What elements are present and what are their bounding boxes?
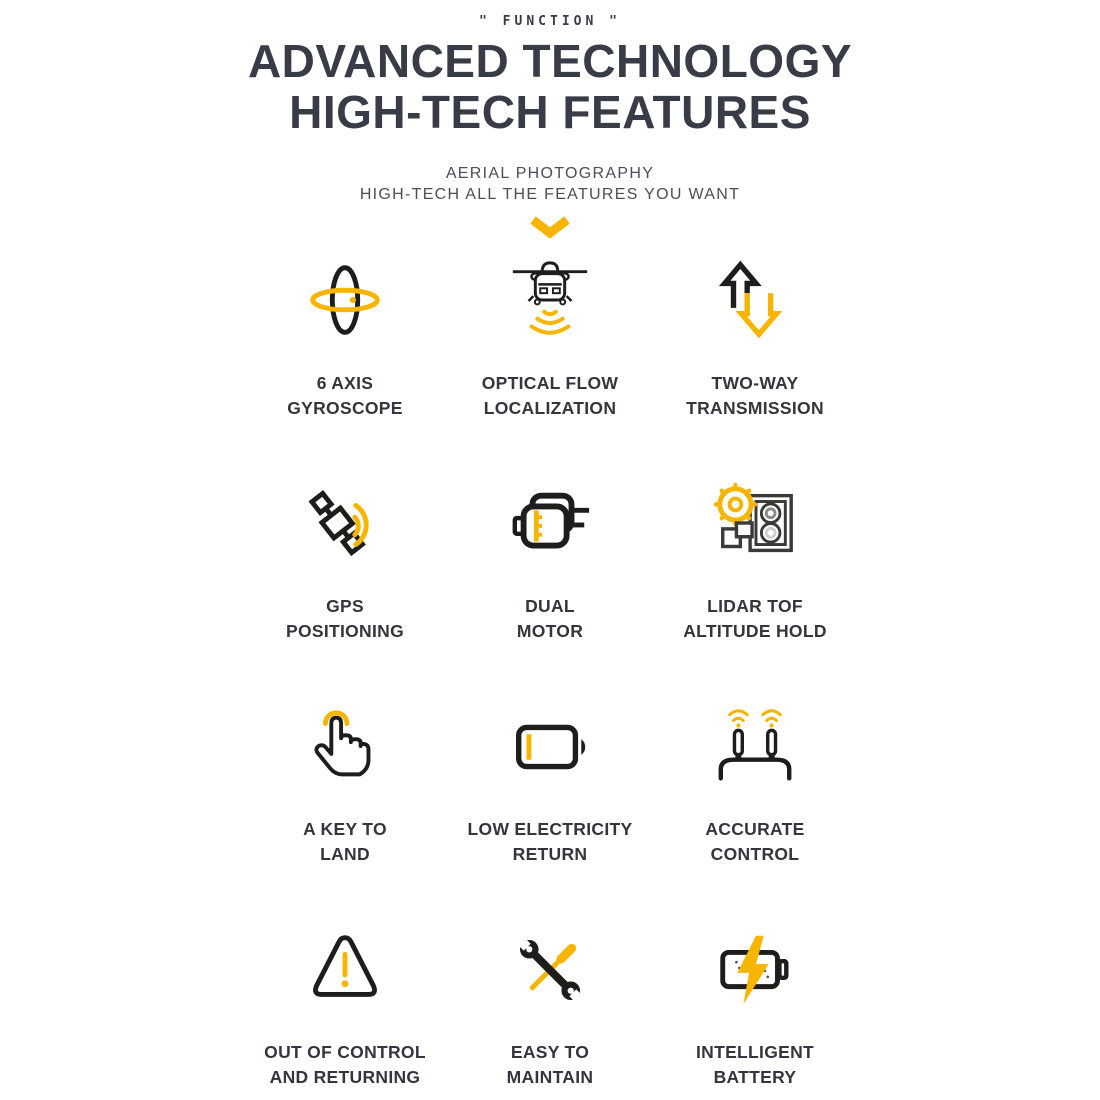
feature-label: A KEY TO LAND: [303, 819, 387, 864]
feature-cell-easy-maintain: [448, 924, 653, 1090]
page-header: [0, 0, 1100, 239]
feature-label: EASY TO MAINTAIN: [506, 1042, 594, 1087]
two-way-transmission-icon: [711, 255, 799, 347]
feature-cell-out-of-control: [243, 924, 448, 1090]
title-line-1: ADVANCED TECHNOLOGY: [247, 35, 853, 87]
lidar-tof-icon: [711, 478, 799, 570]
feature-label: LIDAR TOF ALTITUDE HOLD: [683, 596, 827, 641]
feature-cell-key-land: [243, 701, 448, 867]
feature-cell-gps: [243, 478, 448, 644]
intelligent-battery-icon: [711, 924, 799, 1016]
feature-cell-gyroscope: [243, 255, 448, 421]
feature-label: LOW ELECTRICITY RETURN: [467, 819, 633, 864]
page-title: [0, 36, 1100, 138]
page-subtitle: [0, 163, 1100, 205]
dual-motor-icon: [506, 478, 594, 570]
feature-cell-dual-motor: [448, 478, 653, 644]
feature-cell-two-way: [653, 255, 858, 421]
chevron-down-icon: [0, 216, 1100, 239]
accurate-control-icon: [711, 701, 799, 793]
feature-label: ACCURATE CONTROL: [705, 819, 805, 864]
feature-label: OUT OF CONTROL AND RETURNING: [264, 1042, 426, 1087]
feature-label: OPTICAL FLOW LOCALIZATION: [481, 373, 619, 418]
feature-label: TWO-WAY TRANSMISSION: [686, 373, 824, 418]
gps-positioning-icon: [301, 478, 389, 570]
title-line-2: HIGH-TECH FEATURES: [289, 86, 811, 138]
feature-cell-low-battery: [448, 701, 653, 867]
feature-cell-accurate-control: [653, 701, 858, 867]
subtitle-line-2: HIGH-TECH ALL THE FEATURES YOU WANT: [359, 186, 741, 203]
easy-maintain-icon: [506, 924, 594, 1016]
feature-label: 6 AXIS GYROSCOPE: [287, 373, 403, 418]
feature-cell-intelligent-battery: [653, 924, 858, 1090]
feature-label: GPS POSITIONING: [285, 596, 405, 641]
subtitle-line-1: AERIAL PHOTOGRAPHY: [445, 165, 655, 182]
feature-label: DUAL MOTOR: [516, 596, 584, 641]
out-of-control-icon: [301, 924, 389, 1016]
feature-cell-lidar: [653, 478, 858, 644]
one-key-land-icon: [301, 701, 389, 793]
kicker-text: " FUNCTION ": [479, 14, 621, 29]
feature-grid: [0, 255, 1100, 1090]
feature-label: INTELLIGENT BATTERY: [695, 1042, 814, 1087]
optical-flow-icon: [506, 255, 594, 347]
feature-cell-optical-flow: [448, 255, 653, 421]
gyroscope-icon: [301, 255, 389, 347]
low-electricity-return-icon: [506, 701, 594, 793]
